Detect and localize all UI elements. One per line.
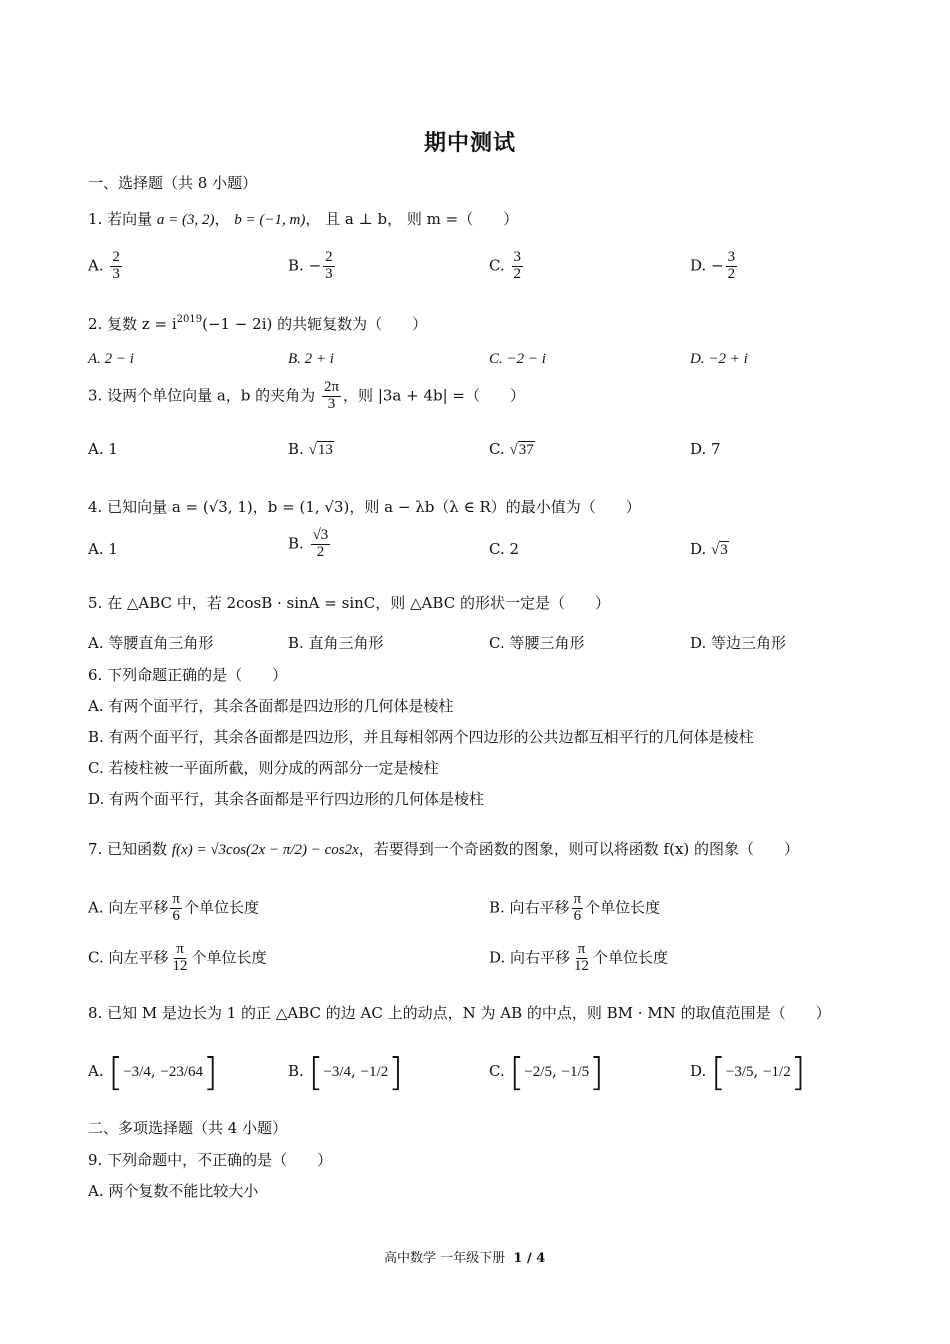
question-7: 7. 已知函数 f(x) = √3cos(2x − π/2) − cos2x，若要得到一个奇函数的图象，则可以将函数 f(x) 的图象（ ） bbox=[88, 840, 800, 858]
q8-option-a: A. [−3/4, −23/64] bbox=[88, 1050, 218, 1094]
q4-option-d: D. √3 bbox=[690, 540, 728, 558]
q4-option-b: B. $\frac{√3}{2}$ bbox=[288, 527, 329, 560]
q5-option-a: A. 等腰直角三角形 bbox=[88, 634, 214, 652]
q1-option-a: A. $\frac{2}{3}$ bbox=[88, 249, 120, 282]
q1-option-c: C. $\frac{3}{2}$ bbox=[489, 249, 521, 282]
q8-option-b: B. [−3/4, −1/2] bbox=[288, 1050, 404, 1094]
question-8: 8. 已知 M 是边长为 1 的正 △ABC 的边 AC 上的动点，N 为 AB 的中点，则 BM · MN 的取值范围是（ ） bbox=[88, 1004, 831, 1022]
q7-option-d: D. 向右平移 $\frac{\pi}{12}$ 个单位长度 bbox=[489, 941, 669, 974]
q3-option-c: C. √37 bbox=[489, 440, 534, 458]
q7-option-b: B. 向右平移 $\frac{\pi}{6}$ 个单位长度 bbox=[489, 891, 661, 924]
q1-option-b: B. − $\frac{2}{3}$ bbox=[288, 249, 333, 282]
q5-option-b: B. 直角三角形 bbox=[288, 634, 384, 652]
q6-option-a: A. 有两个面平行，其余各面都是四边形的几何体是棱柱 bbox=[88, 697, 454, 715]
q5-option-c: C. 等腰三角形 bbox=[489, 634, 585, 652]
q4-option-c: C. 2 bbox=[489, 540, 520, 558]
question-2: 2. 复数 $z = i^{2019}(-1 - 2i)$ 的共轭复数为（ ） bbox=[88, 314, 428, 333]
page-title: 期中测试 bbox=[424, 130, 517, 156]
q1-option-d: D. − $\frac{3}{2}$ bbox=[690, 249, 736, 282]
question-5: 5. 在 △ABC 中，若 2cosB · sinA = sinC，则 △ABC 的形状一定是（ ） bbox=[88, 594, 610, 612]
q7-option-a: A. 向左平移 $\frac{\pi}{6}$ 个单位长度 bbox=[88, 891, 259, 924]
q2-option-d: D. −2 + i bbox=[690, 351, 748, 367]
question-4: 4. 已知向量 a = (√3, 1)，b = (1, √3)，则 a − λb（λ ∈ R）的最小值为（ ） bbox=[88, 498, 641, 516]
q9-option-a: A. 两个复数不能比较大小 bbox=[88, 1182, 259, 1200]
question-9: 9. 下列命题中，不正确的是（ ） bbox=[88, 1151, 333, 1169]
q5-option-d: D. 等边三角形 bbox=[690, 634, 787, 652]
page-footer: 高中数学 一年级下册 1 / 4 bbox=[384, 1251, 546, 1266]
q2-option-b: B. 2 + i bbox=[288, 351, 334, 367]
q6-option-c: C. 若棱柱被一平面所截，则分成的两部分一定是棱柱 bbox=[88, 759, 439, 777]
q3-option-d: D. 7 bbox=[690, 440, 721, 458]
q3-option-b: B. √13 bbox=[288, 440, 333, 458]
q2-option-a: A. 2 − i bbox=[88, 351, 134, 367]
q7-option-c: C. 向左平移 $\frac{\pi}{12}$ 个单位长度 bbox=[88, 941, 267, 974]
q4-option-a: A. 1 bbox=[88, 540, 118, 558]
section-heading-1: 一、选择题（共 8 小题） bbox=[88, 174, 258, 192]
section-heading-2: 二、多项选择题（共 4 小题） bbox=[88, 1119, 288, 1137]
q2-option-c: C. −2 − i bbox=[489, 351, 546, 367]
q6-option-b: B. 有两个面平行，其余各面都是四边形，并且每相邻两个四边形的公共边都互相平行的几何体是棱柱 bbox=[88, 728, 754, 746]
q8-option-c: C. [−2/5, −1/5] bbox=[489, 1050, 604, 1094]
q3-option-a: A. 1 bbox=[88, 440, 118, 458]
question-1: 1. 若向量 a = (3, 2)， b = (−1, m)， 且 a ⊥ b， 则 m =（ ） bbox=[88, 210, 519, 228]
question-6: 6. 下列命题正确的是（ ） bbox=[88, 666, 288, 684]
q8-option-d: D. [−3/5, −1/2] bbox=[690, 1050, 806, 1094]
question-3: 3. 设两个单位向量 a，b 的夹角为 $\frac{2\pi}{3}$ ，则 |3a + 4b| =（ ） bbox=[88, 379, 525, 412]
page-number: 1 / 4 bbox=[513, 1251, 546, 1266]
q6-option-d: D. 有两个面平行，其余各面都是平行四边形的几何体是棱柱 bbox=[88, 790, 485, 808]
